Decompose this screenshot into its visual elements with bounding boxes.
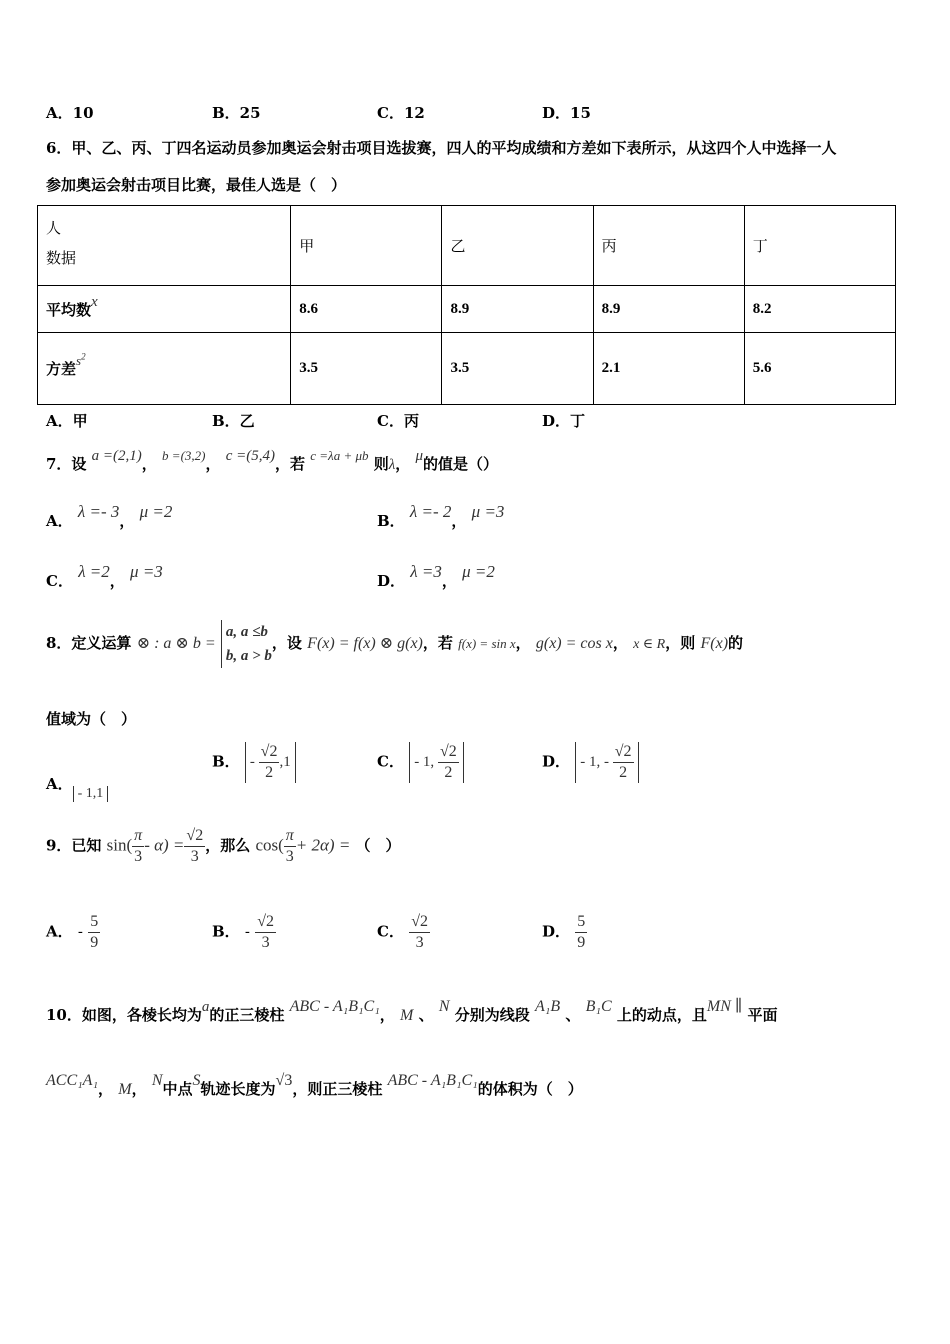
table-cell: 5.6 [744,333,895,405]
q5-option-b: B．25 [212,104,261,122]
table-cell: 8.9 [442,286,593,333]
q8-option-d: D． - 1, - $\frac{√2}{2}$ [542,742,639,783]
table-cell: 8.6 [291,286,442,333]
q7-option-d: D． λ =3， μ =2 [377,562,495,590]
q9-option-c: C． $\frac{√2}{3}$ [377,913,428,951]
q8-option-b: B． - $\frac{√2}{2}$ ,1 [212,742,296,783]
q6-stem-line1: 6．甲、乙、丙、丁四名运动员参加奥运会射击项目选拔赛，四人的平均成绩和方差如下表所示，从这四个人中选择一人 [46,139,837,157]
q9-stem: 9．已知 sin( $\frac{\pi}{3}$ - α) = $\frac{√2}{3}$ ，那么 cos( $\frac{\pi}{3}$ + 2α) = （ ） [46,827,401,865]
table-header-jia: 甲 [291,206,442,286]
q6-option-c: C．丙 [377,412,419,430]
q5-option-a: A．10 [46,104,94,122]
q8-stem: 8．定义运算 ⊗ : a ⊗ b = a, a ≤b b, a > b ，设 F(x) = f(x) ⊗ g(x)，若 f(x) = sin x， g(x) = cos x， x ∈ R，则 F(x)的 [46,620,743,668]
q10-stem-line2: ACC₁A₁， M， N中点S轨迹长度为√3，则正三棱柱 ABC - A₁B₁C₁的体积为（ ） [46,1072,583,1098]
q6-option-b: B．乙 [212,412,255,430]
q7-option-c: C． λ =2， μ =3 [46,562,163,590]
q6-option-a: A．甲 [46,412,88,430]
q9-option-b: B． - $\frac{√2}{3}$ [212,913,275,951]
table-row-mean-label: 平均数x [38,286,291,333]
q8-option-c: C． - 1, $\frac{√2}{2}$ [377,742,464,783]
table-header-ding: 丁 [744,206,895,286]
q8-stem-line2: 值域为（ ） [46,710,137,728]
q9-option-d: D． $\frac{5}{9}$ [542,913,586,951]
q6-stem-line2: 参加奥运会射击项目比赛，最佳人选是（ ） [46,176,347,194]
q6-option-d: D．丁 [542,412,586,430]
table-cell: 8.2 [744,286,895,333]
q5-option-d: D．15 [542,104,591,122]
q7-option-a: A． λ =- 3， μ =2 [46,502,173,530]
table-header-yi: 乙 [442,206,593,286]
q8-piecewise: a, a ≤b b, a > b [221,620,272,668]
q7-stem: 7．设 a =(2,1)， b =(3,2)， c =(5,4)，若 c =λa + μb 则λ， μ的值是（） [46,448,499,473]
table-header-corner: 人 数据 [38,206,291,286]
q7-option-b: B． λ =- 2， μ =3 [377,502,505,530]
table-cell: 8.9 [593,286,744,333]
table-cell: 3.5 [442,333,593,405]
q5-option-c: C．12 [377,104,425,122]
q10-stem-line1: 10．如图，各棱长均为a的正三棱柱 ABC - A₁B₁C₁， M 、 N 分别为线段 A₁B 、 B₁C 上的动点，且MN ∥ 平面 [46,998,778,1024]
q8-option-a: A．- 1,1 [46,752,108,790]
table-cell: 2.1 [593,333,744,405]
q6-data-table [37,205,896,405]
table-row-variance-label: 方差$s^2$ [38,333,291,405]
table-header-bing: 丙 [593,206,744,286]
table-cell: 3.5 [291,333,442,405]
q9-option-a: A． - $\frac{5}{9}$ [46,913,99,951]
